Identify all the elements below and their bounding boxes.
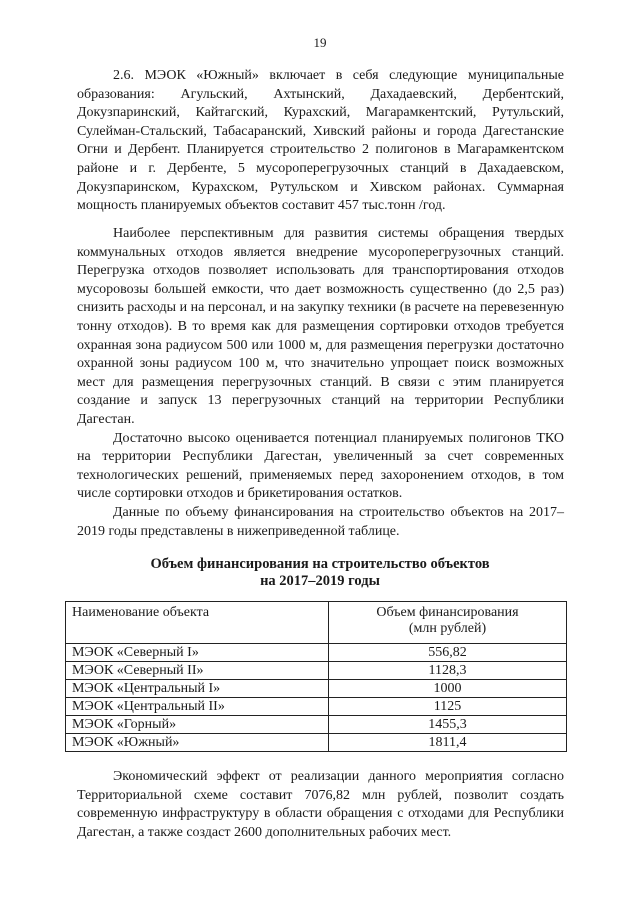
header-financing-amount (329, 602, 567, 644)
financing-table (65, 601, 567, 752)
amount-cell: 556,82 (329, 644, 567, 662)
header-financing-line-1: Объем финансирования (376, 605, 519, 620)
object-name-cell: МЭОК «Северный II» (66, 662, 329, 680)
object-name-cell: МЭОК «Северный I» (66, 644, 329, 662)
table-row (66, 662, 567, 680)
amount-cell: 1811,4 (329, 734, 567, 752)
amount-cell: 1128,3 (329, 662, 567, 680)
body-text-top (77, 67, 564, 216)
body-text-bottom (77, 768, 564, 842)
page-number: 19 (313, 35, 327, 50)
object-name-cell: МЭОК «Центральный I» (66, 680, 329, 698)
header-object-name: Наименование объекта (66, 602, 329, 644)
amount-cell: 1125 (329, 698, 567, 716)
table-row (66, 698, 567, 716)
object-name-cell: МЭОК «Горный» (66, 716, 329, 734)
table-row (66, 680, 567, 698)
body-text-middle (77, 225, 564, 541)
table-row (66, 716, 567, 734)
table-title-line-1: Объем финансирования на строительство объектов (150, 556, 490, 572)
paragraph-meok-yuzhny: 2.6. МЭОК «Южный» включает в себя следующие муниципальные образования: Агульский, Ахтынский, Дахадаевский, Дербентский, Докузпаринский, Кайтагский, Курахский, Магарамкентский, Рутульский, Сулейман-Стальский, Табасаранский, Хивский районы и города Дагестанские Огни и Дербент. Планируется строительство 2 полигонов в Магарамкентском районе и г. Дербенте, 5 мусороперегрузочных станций в Дахадаевском, Докузпаринском, Курахском, Рутульском и Хивском районах. Суммарная мощность планируемых объектов составит 457 тыс.тонн /год. (77, 68, 564, 214)
paragraph-economic-effect: Экономический эффект от реализации данного мероприятия согласно Территориальной схеме составит 7076,82 млн рублей, позволит создать современную инфраструктуру в области обращения с отходами для Республики Дагестан, а также создаст 2600 дополнительных рабочих мест. (77, 769, 564, 840)
table-row (66, 734, 567, 752)
header-financing-line-2: (млн рублей) (408, 621, 487, 636)
table-header-row (66, 602, 567, 644)
paragraph-transfer-stations: Наиболее перспективным для развития системы обращения твердых коммунальных отходов является внедрение мусороперегрузочных станций. Перегрузка отходов позволяет использовать для транспортирования отходов мусоровозы большей емкости, что дает возможность существенно (до 2,5 раз) снизить расходы и на персонал, и на закупку техники (в расчете на перевезенную тонну отходов). В то время как для размещения сортировки отходов требуется охранная зона радиусом 500 или 1000 м, для размещения перегрузки достаточно охранной зоны радиусом 100 м, что значительно упрощает поиск возможных мест для размещения перегрузочных станций. В связи с этим планируется создание и запуск 13 перегрузочных станций на территории Республики Дагестан. (77, 226, 564, 427)
paragraph-landfill-potential: Достаточно высоко оценивается потенциал планируемых полигонов ТКО на территории Республики Дагестан, увеличенный за счет современных технологических решений, применяемых перед захоронением отходов, в том числе сортировки отходов и брикетирования остатков. (77, 430, 564, 502)
amount-cell: 1455,3 (329, 716, 567, 734)
table-row (66, 644, 567, 662)
object-name-cell: МЭОК «Южный» (66, 734, 329, 752)
amount-cell: 1000 (329, 680, 567, 698)
table-title (60, 556, 580, 590)
table-title-line-2: на 2017–2019 годы (260, 573, 380, 589)
object-name-cell: МЭОК «Центральный II» (66, 698, 329, 716)
paragraph-financing-intro: Данные по объему финансирования на строительство объектов на 2017–2019 годы представлены в нижеприведенной таблице. (77, 504, 564, 539)
